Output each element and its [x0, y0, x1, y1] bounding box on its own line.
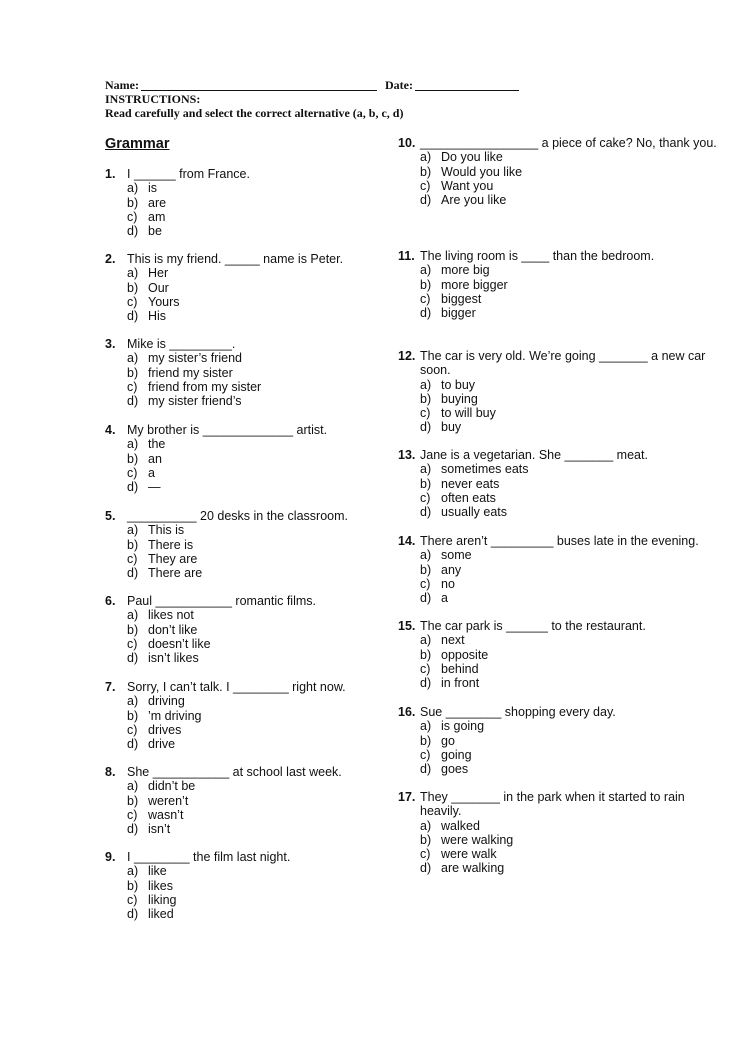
answer-options: [420, 378, 718, 435]
option-letter: b): [127, 365, 139, 380]
option-text: usually eats: [441, 505, 508, 520]
answer-option[interactable]: [420, 577, 718, 591]
option-text: They are: [148, 551, 198, 566]
question-12: [398, 349, 718, 435]
option-text: ’m driving: [148, 708, 202, 723]
option-letter: c): [127, 379, 138, 394]
answer-option[interactable]: [127, 295, 375, 309]
option-letter: b): [127, 708, 139, 723]
question-text: The living room is ____ than the bedroom.: [420, 249, 655, 263]
question-number: 5.: [105, 509, 116, 523]
question-stem: [105, 252, 375, 266]
question-2: [105, 252, 375, 323]
answer-option[interactable]: [420, 392, 718, 406]
option-text: likes: [148, 878, 174, 893]
answer-options: [420, 462, 718, 519]
option-letter: b): [420, 164, 432, 179]
question-text: __________ 20 desks in the classroom.: [127, 509, 348, 523]
option-text: more bigger: [441, 277, 508, 292]
question-number: 7.: [105, 680, 116, 694]
option-letter: a): [420, 263, 432, 278]
question-number: 1.: [105, 167, 116, 181]
option-letter: c): [420, 576, 431, 591]
option-text: There is: [148, 537, 194, 552]
question-8: [105, 765, 375, 836]
question-number: 13.: [398, 448, 416, 462]
answer-option[interactable]: [127, 566, 375, 580]
question-3: [105, 337, 375, 408]
answer-option[interactable]: [127, 808, 375, 822]
answer-option[interactable]: [420, 150, 718, 164]
question-stem: [105, 850, 375, 864]
worksheet-header: [105, 78, 665, 120]
option-letter: c): [127, 636, 138, 651]
option-letter: c): [127, 465, 138, 480]
answer-option[interactable]: [127, 651, 375, 665]
answer-option[interactable]: [127, 737, 375, 751]
question-17: [398, 790, 718, 876]
question-number: 12.: [398, 349, 416, 363]
question-text: I ______ from France.: [127, 167, 250, 181]
answer-option[interactable]: [420, 165, 718, 179]
answer-option[interactable]: [420, 263, 718, 277]
option-letter: d): [420, 861, 432, 876]
option-text: next: [441, 633, 465, 648]
answer-options: [420, 548, 718, 605]
option-text: isn’t likes: [148, 651, 199, 666]
option-text: any: [441, 562, 462, 577]
question-stem: [398, 349, 718, 378]
option-letter: c): [127, 722, 138, 737]
answer-option[interactable]: [420, 762, 718, 776]
answer-option[interactable]: [420, 662, 718, 676]
answer-option[interactable]: [420, 676, 718, 690]
option-text: His: [148, 309, 167, 324]
option-text: a: [441, 591, 448, 606]
option-text: friend from my sister: [148, 379, 262, 394]
answer-option[interactable]: [127, 822, 375, 836]
option-text: liking: [148, 892, 177, 907]
option-text: goes: [441, 762, 469, 777]
answer-option[interactable]: [127, 466, 375, 480]
option-letter: d): [127, 822, 139, 837]
answer-option[interactable]: [127, 523, 375, 537]
answer-options: [127, 523, 375, 580]
option-text: is: [148, 181, 158, 196]
option-letter: d): [127, 480, 139, 495]
answer-option[interactable]: [420, 505, 718, 519]
answer-option[interactable]: [127, 879, 375, 893]
question-number: 11.: [398, 249, 415, 263]
instructions-text: Read carefully and select the correct alternative (a, b, c, d): [105, 106, 404, 120]
option-text: didn’t be: [148, 779, 196, 794]
question-stem: [398, 136, 718, 150]
option-letter: d): [127, 394, 139, 409]
option-letter: c): [420, 490, 431, 505]
answer-option[interactable]: [127, 181, 375, 195]
answer-option[interactable]: [127, 907, 375, 921]
option-text: be: [148, 224, 162, 239]
date-label: Date:: [384, 78, 413, 92]
answer-option[interactable]: [127, 309, 375, 323]
answer-options: [127, 181, 375, 238]
option-letter: c): [420, 847, 431, 862]
answer-option[interactable]: [127, 366, 375, 380]
question-9: [105, 850, 375, 921]
option-text: buy: [441, 420, 462, 435]
date-blank[interactable]: [415, 80, 519, 91]
option-letter: d): [420, 591, 432, 606]
answer-option[interactable]: [127, 196, 375, 210]
option-text: liked: [148, 907, 174, 922]
option-text: to buy: [441, 377, 476, 392]
instructions-label: INSTRUCTIONS:: [105, 92, 201, 106]
question-11: [398, 249, 718, 320]
option-text: opposite: [441, 647, 489, 662]
question-number: 17.: [398, 790, 416, 804]
question-5: [105, 509, 375, 580]
answer-options: [127, 694, 375, 751]
question-10: [398, 136, 718, 207]
answer-option[interactable]: [420, 861, 718, 875]
question-text: Sorry, I can’t talk. I ________ right now.: [127, 680, 346, 694]
option-text: going: [441, 747, 472, 762]
option-letter: b): [420, 832, 432, 847]
question-stem: [398, 790, 718, 819]
option-letter: a): [420, 633, 432, 648]
option-text: walked: [441, 818, 480, 833]
answer-option[interactable]: [420, 591, 718, 605]
option-letter: b): [420, 476, 432, 491]
section-title: Grammar: [105, 136, 170, 152]
option-text: Are you like: [441, 193, 507, 208]
answer-option[interactable]: [420, 847, 718, 861]
option-letter: c): [127, 892, 138, 907]
question-4: [105, 423, 375, 494]
option-letter: b): [127, 793, 139, 808]
answer-option[interactable]: [420, 420, 718, 434]
option-letter: b): [420, 391, 432, 406]
option-letter: d): [420, 676, 432, 691]
question-stem: [105, 594, 375, 608]
answer-option[interactable]: [127, 394, 375, 408]
question-number: 8.: [105, 765, 116, 779]
option-text: to will buy: [441, 406, 496, 421]
option-letter: a): [420, 719, 432, 734]
question-number: 10.: [398, 136, 416, 150]
answer-option[interactable]: [127, 538, 375, 552]
option-letter: c): [127, 551, 138, 566]
question-stem: [105, 680, 375, 694]
option-letter: a): [127, 523, 139, 538]
answer-options: [127, 608, 375, 665]
question-stem: [105, 337, 375, 351]
option-text: isn’t: [148, 822, 171, 837]
question-13: [398, 448, 718, 519]
option-letter: b): [127, 622, 139, 637]
option-text: the: [148, 437, 166, 452]
question-stem: [105, 765, 375, 779]
option-text: Do you like: [441, 150, 503, 165]
question-14: [398, 534, 718, 605]
answer-option[interactable]: [127, 452, 375, 466]
question-stem: [105, 167, 375, 181]
answer-option[interactable]: [127, 266, 375, 280]
question-number: 6.: [105, 594, 116, 608]
option-text: driving: [148, 694, 185, 709]
option-text: is going: [441, 719, 485, 734]
option-letter: d): [420, 762, 432, 777]
option-letter: a): [420, 818, 432, 833]
question-text: The car park is ______ to the restaurant.: [420, 619, 646, 633]
answer-option[interactable]: [420, 648, 718, 662]
option-text: —: [148, 480, 161, 495]
question-7: [105, 680, 375, 751]
question-6: [105, 594, 375, 665]
option-text: drives: [148, 722, 182, 737]
option-letter: d): [420, 193, 432, 208]
option-text: my sister friend’s: [148, 394, 242, 409]
option-text: sometimes eats: [441, 462, 529, 477]
answer-options: [127, 864, 375, 921]
option-letter: d): [127, 224, 139, 239]
answer-option[interactable]: [420, 462, 718, 476]
answer-option[interactable]: [420, 633, 718, 647]
answer-option[interactable]: [420, 563, 718, 577]
option-letter: a): [127, 266, 139, 281]
question-stem: [398, 534, 718, 548]
option-letter: a): [127, 181, 139, 196]
answer-option[interactable]: [127, 779, 375, 793]
option-letter: c): [127, 807, 138, 822]
option-letter: d): [420, 306, 432, 321]
option-letter: c): [420, 661, 431, 676]
option-text: were walking: [441, 832, 514, 847]
option-text: weren’t: [148, 793, 189, 808]
answer-option[interactable]: [127, 893, 375, 907]
option-letter: b): [127, 195, 139, 210]
option-letter: b): [420, 647, 432, 662]
name-label: Name:: [105, 78, 139, 92]
option-text: bigger: [441, 306, 476, 321]
answer-option[interactable]: [127, 723, 375, 737]
answer-option[interactable]: [127, 864, 375, 878]
answer-option[interactable]: [420, 819, 718, 833]
answer-option[interactable]: [420, 278, 718, 292]
answer-option[interactable]: [420, 179, 718, 193]
option-letter: d): [127, 309, 139, 324]
question-text: Jane is a vegetarian. She _______ meat.: [420, 448, 648, 462]
answer-option[interactable]: [420, 719, 718, 733]
option-text: There are: [148, 566, 203, 581]
option-letter: a): [420, 548, 432, 563]
question-number: 15.: [398, 619, 416, 633]
question-text: Sue ________ shopping every day.: [420, 705, 616, 719]
option-text: some: [441, 548, 472, 563]
option-text: Want you: [441, 178, 494, 193]
option-text: Her: [148, 266, 169, 281]
option-text: more big: [441, 263, 490, 278]
answer-options: [127, 266, 375, 323]
option-text: don’t like: [148, 622, 198, 637]
answer-option[interactable]: [420, 406, 718, 420]
answer-option[interactable]: [420, 734, 718, 748]
option-letter: d): [127, 907, 139, 922]
option-letter: a): [127, 864, 139, 879]
option-letter: d): [127, 566, 139, 581]
option-letter: b): [127, 537, 139, 552]
answer-options: [127, 351, 375, 408]
question-text: I ________ the film last night.: [127, 850, 291, 864]
option-letter: a): [127, 694, 139, 709]
answer-option[interactable]: [420, 292, 718, 306]
answer-option[interactable]: [127, 281, 375, 295]
name-date-row: [105, 78, 665, 92]
option-letter: b): [420, 277, 432, 292]
option-letter: a): [420, 462, 432, 477]
answer-option[interactable]: [420, 491, 718, 505]
answer-options: [420, 819, 718, 876]
question-text: Paul ___________ romantic films.: [127, 594, 317, 608]
answer-options: [420, 633, 718, 690]
option-text: go: [441, 733, 455, 748]
option-text: are walking: [441, 861, 505, 876]
option-letter: b): [127, 451, 139, 466]
answer-option[interactable]: [420, 748, 718, 762]
option-text: never eats: [441, 476, 500, 491]
question-text: She ___________ at school last week.: [127, 765, 342, 779]
answer-option[interactable]: [420, 306, 718, 320]
question-text: They _______ in the park when it started to rain heavily.: [420, 790, 685, 819]
question-text: Mike is _________.: [127, 337, 236, 351]
option-letter: d): [127, 737, 139, 752]
answer-option[interactable]: [420, 378, 718, 392]
option-letter: c): [420, 291, 431, 306]
option-letter: a): [420, 377, 432, 392]
option-letter: d): [127, 651, 139, 666]
option-text: likes not: [148, 608, 194, 623]
answer-option[interactable]: [127, 224, 375, 238]
question-text: My brother is _____________ artist.: [127, 423, 328, 437]
answer-option[interactable]: [127, 437, 375, 451]
option-text: my sister’s friend: [148, 351, 243, 366]
question-stem: [398, 249, 718, 263]
option-letter: c): [420, 406, 431, 421]
question-stem: [398, 448, 718, 462]
answer-options: [420, 719, 718, 776]
question-15: [398, 619, 718, 690]
option-letter: c): [420, 178, 431, 193]
question-number: 4.: [105, 423, 116, 437]
option-letter: a): [420, 150, 432, 165]
option-letter: a): [127, 437, 139, 452]
question-number: 9.: [105, 850, 116, 864]
answer-option[interactable]: [127, 351, 375, 365]
question-text: There aren’t _________ buses late in the evening.: [420, 534, 699, 548]
answer-option[interactable]: [420, 193, 718, 207]
question-stem: [398, 705, 718, 719]
question-number: 2.: [105, 252, 116, 266]
answer-option[interactable]: [127, 210, 375, 224]
answer-option[interactable]: [420, 548, 718, 562]
answer-option[interactable]: [420, 833, 718, 847]
name-blank[interactable]: [141, 80, 377, 91]
option-text: buying: [441, 391, 478, 406]
option-text: behind: [441, 661, 479, 676]
answer-option[interactable]: [127, 608, 375, 622]
option-letter: c): [420, 747, 431, 762]
option-text: an: [148, 451, 162, 466]
answer-options: [127, 437, 375, 494]
option-text: drive: [148, 737, 176, 752]
option-text: am: [148, 209, 166, 224]
option-text: no: [441, 576, 455, 591]
option-letter: c): [127, 209, 138, 224]
option-letter: b): [420, 562, 432, 577]
answer-option[interactable]: [127, 794, 375, 808]
question-stem: [398, 619, 718, 633]
question-text: The car is very old. We’re going _______ a new car soon.: [420, 349, 706, 378]
option-letter: b): [127, 280, 139, 295]
question-text: This is my friend. _____ name is Peter.: [127, 252, 344, 266]
option-letter: a): [127, 779, 139, 794]
option-text: are: [148, 195, 167, 210]
option-text: Our: [148, 280, 169, 295]
question-16: [398, 705, 718, 776]
answer-option[interactable]: [127, 623, 375, 637]
answer-options: [420, 263, 718, 320]
question-number: 16.: [398, 705, 416, 719]
question-stem: [105, 423, 375, 437]
option-text: This is: [148, 523, 185, 538]
option-text: were walk: [441, 847, 497, 862]
option-text: friend my sister: [148, 365, 233, 380]
option-text: doesn’t like: [148, 636, 211, 651]
option-letter: a): [127, 608, 139, 623]
option-text: in front: [441, 676, 480, 691]
question-stem: [105, 509, 375, 523]
answer-option[interactable]: [127, 694, 375, 708]
answer-option[interactable]: [127, 380, 375, 394]
answer-option[interactable]: [127, 709, 375, 723]
option-text: a: [148, 465, 155, 480]
option-letter: d): [420, 420, 432, 435]
option-text: wasn’t: [148, 807, 184, 822]
answer-option[interactable]: [127, 480, 375, 494]
answer-option[interactable]: [127, 637, 375, 651]
answer-options: [420, 150, 718, 207]
question-text: _________________ a piece of cake? No, thank you.: [420, 136, 717, 150]
option-text: Would you like: [441, 164, 523, 179]
answer-option[interactable]: [420, 477, 718, 491]
answer-options: [127, 779, 375, 836]
option-letter: a): [127, 351, 139, 366]
option-letter: b): [420, 733, 432, 748]
option-letter: b): [127, 878, 139, 893]
question-number: 3.: [105, 337, 116, 351]
option-text: biggest: [441, 291, 482, 306]
answer-option[interactable]: [127, 552, 375, 566]
option-text: Yours: [148, 294, 180, 309]
option-text: often eats: [441, 490, 496, 505]
question-number: 14.: [398, 534, 416, 548]
option-letter: d): [420, 505, 432, 520]
question-1: [105, 167, 375, 238]
option-letter: c): [127, 294, 138, 309]
option-text: like: [148, 864, 167, 879]
